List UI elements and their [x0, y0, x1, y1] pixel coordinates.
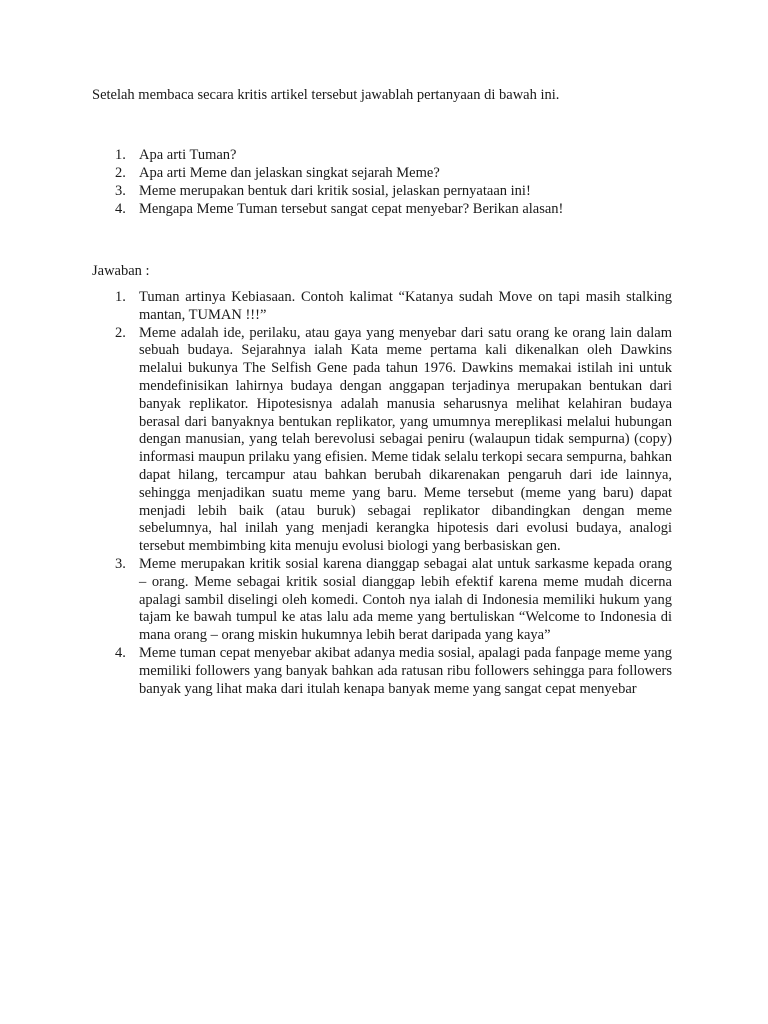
answer-text: Meme merupakan kritik sosial karena dianggap sebagai alat untuk sarkasme kepada orang – orang. Meme sebagai kritik sosial dianggap lebih efektif karena meme mudah dicerna apalagi sambil diselingi oleh komedi. Contoh nya ialah di Indonesia memiliki hukum yang tajam ke bawah tumpul ke atas lalu ada meme yang bertuliskan “Welcome to Indonesia di mana orang – orang miskin hukumnya lebih berat daripada yang kaya”: [139, 555, 672, 644]
question-item-3: [92, 182, 692, 200]
instruction-text: Setelah membaca secara kritis artikel tersebut jawablah pertanyaan di bawah ini.: [92, 87, 560, 103]
answer-number: 3.: [115, 555, 126, 572]
answer-item-2: [92, 325, 672, 556]
answer-text: Meme tuman cepat menyebar akibat adanya media sosial, apalagi pada fanpage meme yang memiliki followers yang banyak bahkan ada ratusan ribu followers sehingga para followers banyak yang lihat maka dari itulah kenapa banyak meme yang sangat cepat menyebar: [139, 644, 672, 697]
answer-item-4: [92, 645, 672, 698]
answer-text: Tuman artinya Kebiasaan. Contoh kalimat “Katanya sudah Move on tapi masih stalking mantan, TUMAN !!!”: [139, 289, 672, 323]
answer-item-3: [92, 556, 672, 645]
question-number: 1.: [115, 147, 126, 163]
question-number: 4.: [115, 201, 126, 217]
question-item-2: [92, 164, 692, 182]
question-text: Mengapa Meme Tuman tersebut sangat cepat menyebar? Berikan alasan!: [139, 201, 564, 217]
answer-number: 1.: [115, 289, 126, 305]
answer-list: [92, 289, 672, 698]
question-item-1: [92, 146, 692, 164]
question-list: [92, 146, 692, 218]
answer-text: Meme adalah ide, perilaku, atau gaya yang menyebar dari satu orang ke orang lain dalam sebuah budaya. Sejarahnya ialah Kata meme pertama kali dikenalkan oleh Dawkins melalui bukunya The Selfish Gene pada tahun 1976. Dawkins memakai istilah ini untuk mendefinisikan lahirnya budaya dengan anggapan terjadinya merupakan bentukan dari banyak replikator. Hipotesisnya adalah manusia seharusnya melihat kelahiran budaya berasal dari banyaknya bentukan replikator, yang umumnya mereplikasi melalui hubungan dengan manusian, yang telah berevolusi sebagai peniru (walaupun tidak sempurna) (copy) informasi maupun prilaku yang efisien. Meme tidak selalu terkopi secara sempurna, bahkan dapat hilang, tercampur atau bahkan berubah dikarenakan pengaruh dari ide lainnya, sehingga menjadikan suatu meme yang baru. Meme tersebut (meme yang baru) dapat menjadi lebih baik (atau buruk) sebagai replikator dibandingkan dengan meme sebelumnya, hal inilah yang menjadi kerangka hipotesis dari evolusi budaya, analogi tersebut membimbing kita menuju evolusi biologi yang berbasiskan gen.: [139, 324, 672, 555]
question-text: Apa arti Tuman?: [139, 147, 237, 163]
answer-item-1: [92, 289, 672, 325]
answer-heading: Jawaban :: [92, 263, 150, 279]
question-item-4: [92, 200, 692, 218]
question-text: Meme merupakan bentuk dari kritik sosial, jelaskan pernyataan ini!: [139, 183, 531, 199]
answer-number: 4.: [115, 644, 126, 661]
question-number: 2.: [115, 165, 126, 181]
question-text: Apa arti Meme dan jelaskan singkat sejarah Meme?: [139, 165, 440, 181]
question-number: 3.: [115, 183, 126, 199]
answer-number: 2.: [115, 324, 126, 341]
